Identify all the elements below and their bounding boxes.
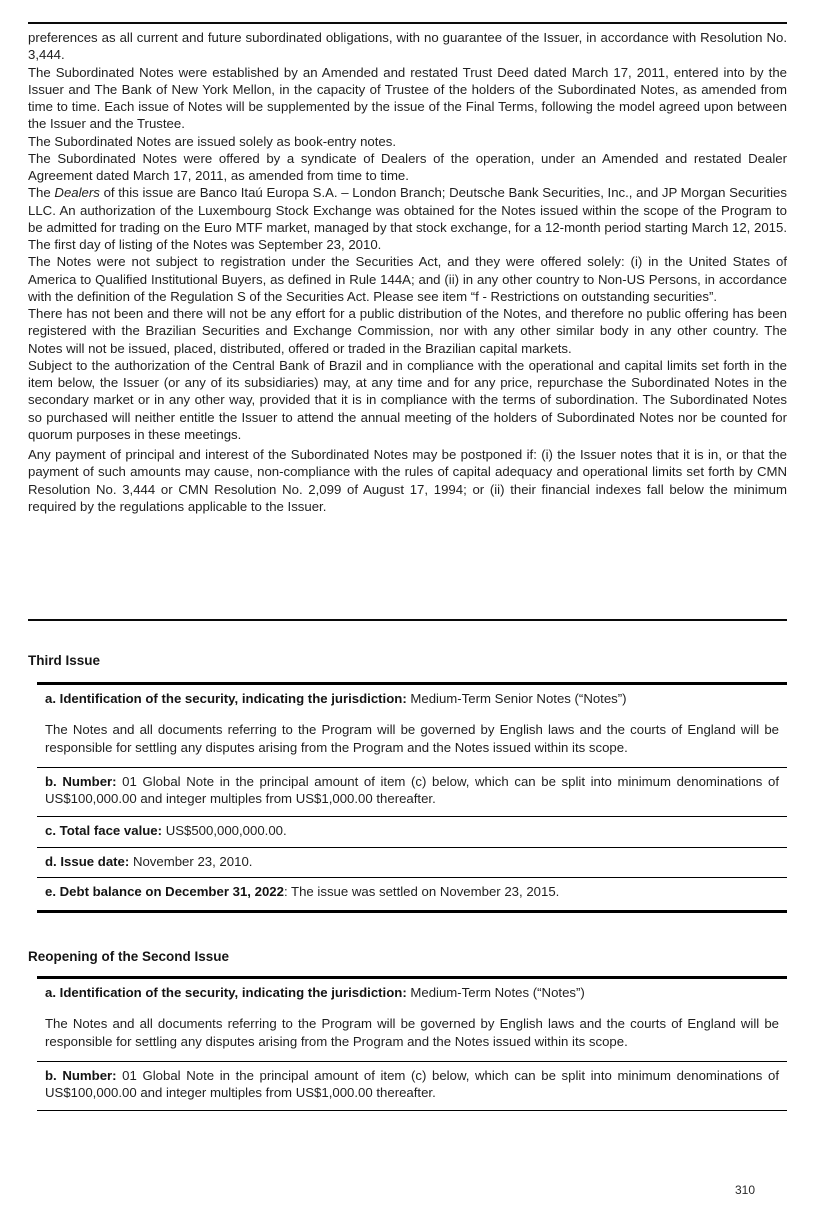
table-row	[37, 685, 787, 767]
top-horizontal-rule	[28, 22, 787, 24]
page-content	[28, 0, 787, 1111]
paragraph	[28, 184, 787, 253]
paragraph-text: The	[28, 185, 55, 201]
row-text	[45, 773, 779, 808]
row-label: a. Identification of the security, indicating the jurisdiction:	[45, 985, 407, 1000]
third-issue-table	[37, 682, 787, 913]
row-label: c. Total face value:	[45, 823, 163, 839]
reopening-second-issue-table	[37, 976, 787, 1111]
table-row	[37, 816, 787, 846]
table-row	[37, 767, 787, 817]
paragraph: The Subordinated Notes were offered by a syndicate of Dealers of the operation, under an Amended and restated Dealer Agreement dated March 17, 2011, as amended from time to time.	[28, 150, 787, 183]
row-label: e. Debt balance on December 31, 2022	[45, 883, 284, 899]
paragraph: The Subordinated Notes are issued solely as book-entry notes.	[28, 133, 396, 149]
row-value: : The issue was settled on November 23, 2015.	[283, 883, 560, 899]
paragraph: The Notes were not subject to registration under the Securities Act, and they were offered solely: (i) in the United States of America to Qualified Institutional Buyers, as defined in Rule 144A; and (ii) in any other country to Non-US Persons, in accordance with the definition of the Regulation S of the Securities Act. Please see item “f - Restrictions on outstanding securities”.	[28, 254, 787, 304]
body-text-block	[28, 29, 787, 601]
row-value: Medium-Term Senior Notes (“Notes”)	[406, 691, 627, 706]
row-paragraph: The Notes and all documents referring to the Program will be governed by English laws and the courts of England will be responsible for settling any disputes arising from the Program and the Notes issued within its scope.	[45, 722, 779, 755]
row-label: a. Identification of the security, indicating the jurisdiction:	[45, 691, 407, 706]
row-value: 01 Global Note in the principal amount of item (c) below, which can be split into minimum denominations of US$100,000.00 and integer multiples from US$1,000.00 thereafter.	[45, 773, 779, 806]
page-number: 310	[734, 1183, 755, 1197]
row-label: d. Issue date:	[45, 853, 130, 869]
section-heading-third-issue: Third Issue	[28, 653, 101, 668]
paragraph: Subject to the authorization of the Central Bank of Brazil and in compliance with the operational and capital limits set forth in the item below, the Issuer (or any of its subsidiaries) may, at any time and for any price, repurchase the Subordinated Notes in the secondary market or in any other way, provided that it is in compliance with the terms of subordination. The Subordinated Notes so purchased will neither entitle the Issuer to attend the annual meeting of the holders of Subordinated Notes nor be counted for quorum purposes in these meetings.	[28, 357, 787, 442]
row-value: 01 Global Note in the principal amount of item (c) below, which can be split into minimum denominations of US$100,000.00 and integer multiples from US$1,000.00 thereafter.	[45, 1067, 779, 1100]
row-label: b. Number:	[45, 1067, 117, 1083]
paragraph: preferences as all current and future subordinated obligations, with no guarantee of the Issuer, in accordance with Resolution No. 3,444.	[28, 30, 787, 63]
table-row	[37, 847, 787, 877]
row-text	[45, 883, 779, 900]
row-value: November 23, 2010.	[129, 853, 253, 869]
paragraph: There has not been and there will not be any effort for a public distribution of the Notes, and therefore no public offering has been registered with the Brazilian Securities and Exchange Commission, nor with any other similar body in any other country. The Notes will not be issued, placed, distributed, offered or traded in the Brazilian capital markets.	[28, 306, 787, 356]
row-value: US$500,000,000.00.	[162, 823, 287, 839]
section-divider-rule	[28, 619, 787, 621]
row-text	[45, 1067, 779, 1102]
table-row	[37, 1061, 787, 1111]
paragraph-italic-term: Dealers	[54, 185, 100, 201]
row-text	[45, 984, 779, 1001]
paragraph: The Subordinated Notes were established by an Amended and restated Trust Deed dated March 17, 2011, entered into by the Issuer and The Bank of New York Mellon, in the capacity of Trustee of the holders of the Subordinated Notes, as amended from time to time. Each issue of Notes will be supplemented by the issue of the Final Terms, following the model agreed upon between the Issuer and the Trustee.	[28, 64, 787, 132]
row-text	[45, 822, 779, 839]
section-heading-reopening-second-issue: Reopening of the Second Issue	[28, 949, 230, 964]
row-text	[45, 853, 779, 870]
row-paragraph: The Notes and all documents referring to the Program will be governed by English laws and the courts of England will be responsible for settling any disputes arising from the Program and the Notes issued within its scope.	[45, 1016, 779, 1049]
paragraph-text: of this issue are Banco Itaú Europa S.A. – London Branch; Deutsche Bank Securities, Inc., and JP Morgan Securities LLC. An authorization of the Luxembourg Stock Exchange was obtained for the Notes issued within the scope of the Program to be admitted for trading on the Euro MTF market, managed by that stock exchange, for a 12-month period starting March 12, 2015. The first day of listing of the Notes was September 23, 2010.	[28, 185, 787, 252]
row-label: b. Number:	[45, 773, 117, 789]
table-row	[37, 979, 787, 1061]
row-value: Medium-Term Notes (“Notes”)	[406, 985, 585, 1000]
row-text	[45, 690, 779, 707]
paragraph: Any payment of principal and interest of the Subordinated Notes may be postponed if: (i) the Issuer notes that it is in, or that the payment of such amounts may cause, non-compliance with the rules of capital adequacy and operational limits set forth by CMN Resolution No. 3,444 or CMN Resolution No. 2,099 of August 17, 1994; or (ii) their financial indexes fall below the minimum required by the regulations applicable to the Issuer.	[28, 447, 787, 514]
table-row	[37, 877, 787, 910]
